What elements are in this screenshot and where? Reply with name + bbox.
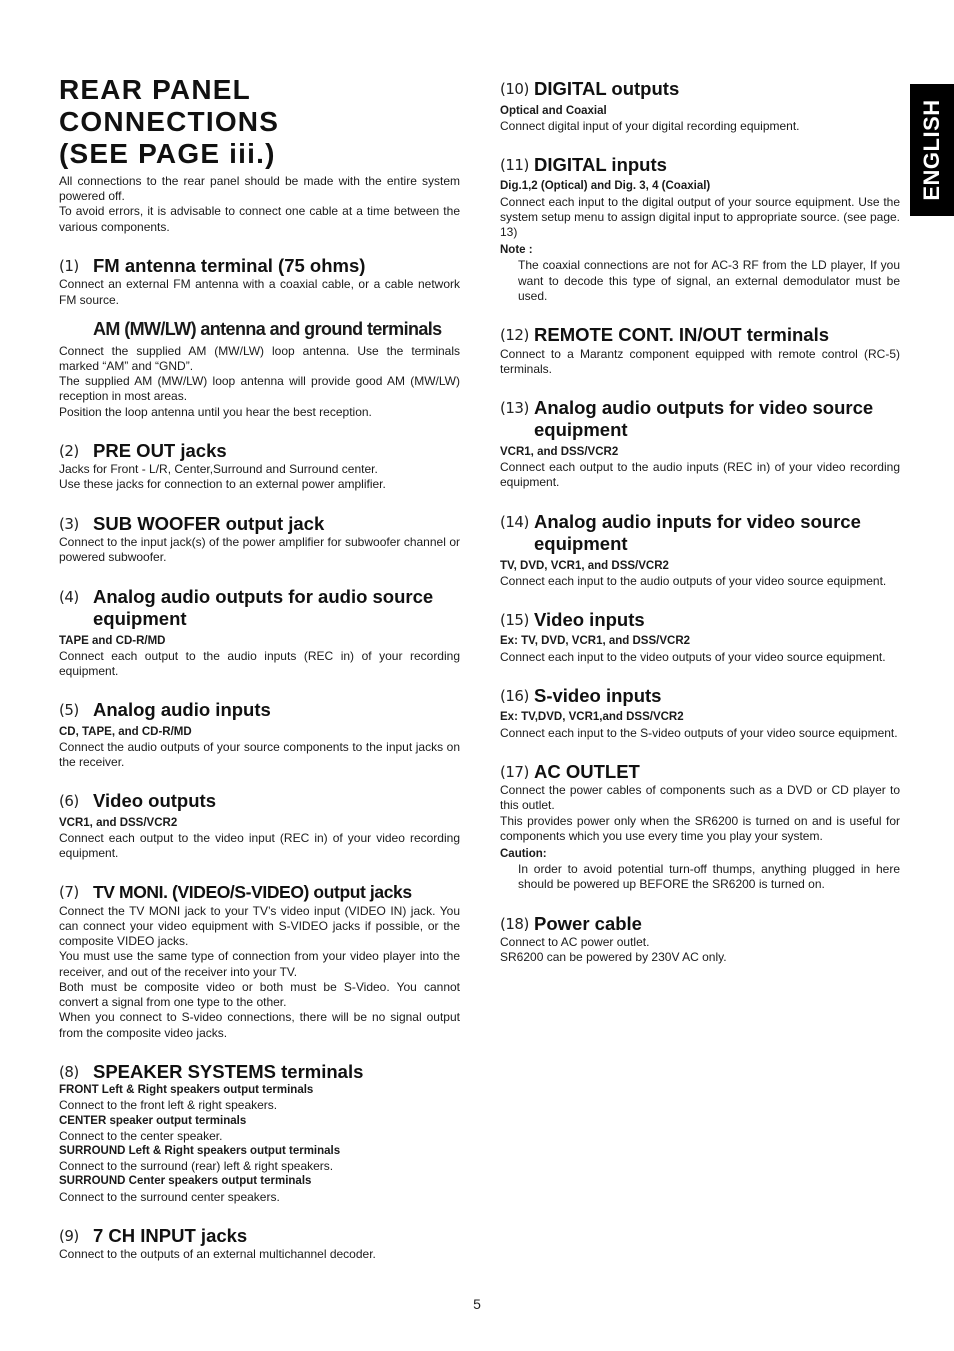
- section-14: [500, 511, 900, 589]
- section-heading: Power cable: [534, 912, 642, 934]
- section-heading: REMOTE CONT. IN/OUT terminals: [534, 324, 830, 346]
- section-text: Connect each output to the audio inputs (REC in) of your video recording equipment.: [500, 460, 900, 490]
- section-number: (6): [59, 792, 79, 811]
- section-text: Connect the TV MONI jack to your TV’s video input (VIDEO IN) jack. You can connect your video equipment with S-VIDEO jacks if possible, or the composite VIDEO jacks.: [59, 903, 460, 949]
- section-text: Connect each input to the video outputs of your video source equipment.: [500, 649, 886, 664]
- section-text: Connect to a Marantz component equipped with remote control (RC-5) terminals.: [500, 346, 900, 376]
- section-13: [500, 397, 900, 491]
- section-label: FRONT Left & Right speakers output terminals: [59, 1084, 314, 1097]
- section-heading: Video outputs: [93, 790, 216, 812]
- section-text: You must use the same type of connection from your video player into the receiver, and out of the receiver into your TV.: [59, 949, 460, 979]
- section-heading: DIGITAL outputs: [534, 78, 680, 99]
- section-text: Use these jacks for connection to an external power amplifier.: [59, 477, 386, 492]
- section-2: [59, 440, 460, 493]
- section-7: [59, 881, 460, 1040]
- section-label: CD, TAPE, and CD-R/MD: [59, 725, 192, 738]
- section-label: Ex: TV,DVD, VCR1,and DSS/VCR2: [500, 711, 684, 724]
- section-heading: SPEAKER SYSTEMS terminals: [93, 1060, 364, 1082]
- section-heading: DIGITAL inputs: [534, 153, 667, 175]
- section-text: Connect to the center speaker.: [59, 1128, 223, 1143]
- section-heading: S-video inputs: [534, 684, 662, 706]
- section-9: [59, 1225, 460, 1263]
- section-6: [59, 790, 460, 861]
- section-text: Connect the audio outputs of your source components to the input jacks on the receiver.: [59, 739, 460, 770]
- section-text: SR6200 can be powered by 230V AC only.: [500, 950, 727, 965]
- left-column: [59, 74, 460, 1263]
- intro-paragraph-2: To avoid errors, it is advisable to connect one cable at a time between the various components.: [59, 204, 460, 234]
- section-number: (17): [500, 762, 529, 781]
- section-label: TV, DVD, VCR1, and DSS/VCR2: [500, 559, 669, 572]
- section-text: Connect each output to the audio inputs (REC in) of your recording equipment.: [59, 648, 460, 678]
- note-text: The coaxial connections are not for AC-3 RF from the LD player, If you want to decode this type of signal, an external demodulator must be used.: [518, 258, 900, 303]
- section-number: (14): [500, 512, 529, 531]
- section-number: (2): [59, 441, 79, 460]
- section-text: Connect to the surround center speakers.: [59, 1189, 280, 1204]
- section-label: Optical and Coaxial: [500, 104, 607, 117]
- section-number: (3): [59, 514, 79, 533]
- intro-paragraph-1: All connections to the rear panel should be made with the entire system powered off.: [59, 174, 460, 204]
- section-17: [500, 761, 900, 893]
- section-number: (5): [59, 701, 79, 720]
- section-text: Connect digital input of your digital recording equipment.: [500, 118, 800, 133]
- language-tab: [910, 84, 954, 216]
- section-number: (4): [59, 587, 79, 606]
- section-heading-line2: equipment: [534, 533, 628, 555]
- section-number: (18): [500, 914, 529, 933]
- section-text: Connect an external FM antenna with a coaxial cable, or a cable network FM source.: [59, 277, 460, 307]
- section-heading: [534, 511, 861, 556]
- section-text: Connect to the surround (rear) left & right speakers.: [59, 1159, 334, 1174]
- page-title: [59, 74, 460, 170]
- note-label: Note :: [500, 244, 533, 257]
- section-number: (16): [500, 686, 529, 705]
- page-title-line2: (SEE PAGE iii.): [59, 138, 276, 169]
- section-heading: Analog audio inputs: [93, 699, 271, 721]
- right-column: [500, 78, 900, 966]
- caution-label: Caution:: [500, 848, 547, 861]
- section-8: [59, 1061, 460, 1205]
- section-heading: [93, 586, 433, 631]
- section-heading: 7 CH INPUT jacks: [93, 1224, 248, 1246]
- section-text: Jacks for Front - L/R, Center,Surround and Surround center.: [59, 462, 378, 477]
- section-text: Connect to the outputs of an external multichannel decoder.: [59, 1247, 376, 1262]
- section-4: [59, 586, 460, 680]
- section-text: Connect each output to the video input (REC in) of your video recording equipment.: [59, 830, 460, 861]
- section-text: Connect to AC power outlet.: [500, 935, 650, 950]
- section-text: Both must be composite video or both must be S-Video. You cannot convert a signal from one type to the other.: [59, 979, 460, 1010]
- language-tab-label: ENGLISH: [919, 99, 944, 201]
- section-number: (7): [59, 883, 79, 902]
- section-heading: [534, 397, 873, 442]
- section-text: Connect each input to the digital output of your source equipment. Use the system setup menu to assign digital input to appropriate source. (see page. 13): [500, 194, 900, 240]
- section-text: Connect to the input jack(s) of the power amplifier for subwoofer channel or powered subwoofer.: [59, 535, 460, 565]
- section-label: TAPE and CD-R/MD: [59, 634, 166, 647]
- section-label: SURROUND Left & Right speakers output terminals: [59, 1145, 341, 1158]
- section-number: (8): [59, 1062, 79, 1081]
- section-number: (11): [500, 155, 529, 174]
- section-3: [59, 513, 460, 566]
- section-heading-line1: Analog audio outputs for audio source: [93, 585, 434, 607]
- section-5: [59, 699, 460, 770]
- section-text: Connect each input to the S-video outputs of your video source equipment.: [500, 725, 898, 740]
- section-heading: TV MONI. (VIDEO/S-VIDEO) output jacks: [93, 882, 412, 903]
- section-heading: Video inputs: [534, 608, 645, 630]
- section-text: The supplied AM (MW/LW) loop antenna will provide good AM (MW/LW) reception in most areas.: [59, 374, 460, 404]
- section-text: Connect the power cables of components such as a DVD or CD player to this outlet.: [500, 783, 900, 813]
- subsection-heading: AM (MW/LW) antenna and ground terminals: [93, 318, 442, 339]
- section-label: Dig.1,2 (Optical) and Dig. 3, 4 (Coaxial): [500, 180, 711, 193]
- section-heading-line1: Analog audio outputs for video source: [534, 396, 874, 418]
- section-12: [500, 324, 900, 377]
- section-label: Ex: TV, DVD, VCR1, and DSS/VCR2: [500, 635, 691, 648]
- section-label: CENTER speaker output terminals: [59, 1114, 247, 1127]
- section-label: SURROUND Center speakers output terminals: [59, 1175, 312, 1188]
- section-number: (9): [59, 1226, 79, 1245]
- section-text: This provides power only when the SR6200 is turned on and is useful for components which you use every time you play your system.: [500, 813, 900, 843]
- section-text: When you connect to S-video connections, there will be no signal output from the composite video jacks.: [59, 1010, 460, 1040]
- section-16: [500, 685, 900, 741]
- section-heading: AC OUTLET: [534, 760, 640, 782]
- section-text: Connect each input to the audio outputs of your video source equipment.: [500, 573, 887, 588]
- section-heading: SUB WOOFER output jack: [93, 512, 325, 534]
- section-11: [500, 154, 900, 304]
- section-heading-line2: equipment: [534, 419, 628, 441]
- page-number: 5: [473, 1296, 481, 1312]
- section-15: [500, 609, 900, 665]
- section-heading-line1: Analog audio inputs for video source: [534, 510, 861, 532]
- section-number: (12): [500, 326, 529, 345]
- section-text: Connect to the front left & right speakers.: [59, 1098, 278, 1113]
- section-1: [59, 255, 460, 420]
- section-text: Position the loop antenna until you hear the best reception.: [59, 404, 372, 419]
- section-heading: FM antenna terminal (75 ohms): [93, 254, 366, 276]
- section-number: (1): [59, 256, 79, 275]
- section-heading-line2: equipment: [93, 608, 187, 630]
- section-number: (13): [500, 398, 529, 417]
- caution-text: In order to avoid potential turn-off thumps, anything plugged in here should be powered up BEFORE the SR6200 is turned on.: [518, 862, 900, 892]
- section-number: (10): [500, 80, 529, 98]
- section-10: [500, 78, 900, 134]
- section-label: VCR1, and DSS/VCR2: [500, 445, 619, 458]
- section-text: Connect the supplied AM (MW/LW) loop antenna. Use the terminals marked “AM” and “GND”.: [59, 343, 460, 373]
- section-number: (15): [500, 610, 529, 629]
- section-label: VCR1, and DSS/VCR2: [59, 816, 178, 829]
- page-title-line1: REAR PANEL CONNECTIONS: [59, 74, 280, 137]
- section-18: [500, 913, 900, 966]
- section-heading: PRE OUT jacks: [93, 439, 227, 461]
